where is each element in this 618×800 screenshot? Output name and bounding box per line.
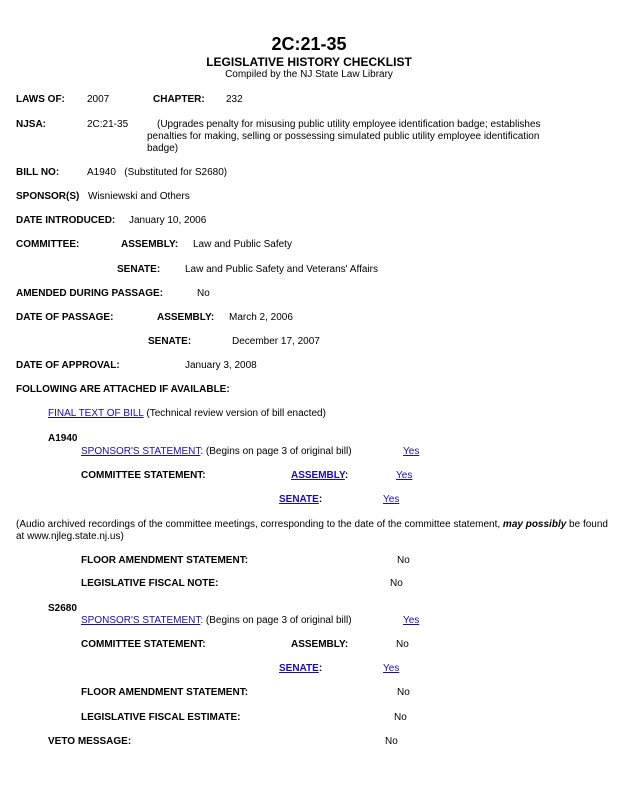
njsa-label: NJSA: [16,119,47,130]
s2680-sponsor-note: : (Begins on page 3 of original bill) [200,615,352,626]
committee-label: COMMITTEE: [16,239,80,250]
s2680-senate-yes-link[interactable]: Yes [383,663,400,674]
a1940-heading: A1940 [48,433,78,444]
s2680-sponsor-row [81,615,352,627]
date-introduced-label: DATE INTRODUCED: [16,215,116,226]
a1940-committee-label: COMMITTEE STATEMENT: [81,470,206,481]
veto-message-label: VETO MESSAGE: [48,736,132,747]
audio-note-line2: at www.njleg.state.nj.us) [16,531,124,542]
s2680-senate-colon: : [318,663,323,674]
committee-assembly-value: Law and Public Safety [193,239,292,250]
a1940-sponsor-note: : (Begins on page 3 of original bill) [200,446,352,457]
chapter-label: CHAPTER: [153,94,205,105]
a1940-senate-yes-link[interactable]: Yes [383,494,400,505]
attached-heading: FOLLOWING ARE ATTACHED IF AVAILABLE: [16,384,230,395]
audio-note-before: (Audio archived recordings of the committee meetings, corresponding to the date of the committee statement, [16,519,503,530]
s2680-floor-amendment-label: FLOOR AMENDMENT STATEMENT: [81,687,249,698]
date-of-passage-label: DATE OF PASSAGE: [16,312,114,323]
sponsors-value: Wisniewski and Others [88,191,190,202]
committee-senate-value: Law and Public Safety and Veterans' Affairs [185,264,378,275]
s2680-sponsor-yes-link[interactable]: Yes [403,615,420,626]
laws-of-label: LAWS OF: [16,94,65,105]
a1940-assembly-colon: : [344,470,349,481]
sponsors-label: SPONSOR(S) [16,191,80,202]
s2680-assembly-value: No [396,639,409,650]
passage-assembly-label: ASSEMBLY: [157,312,215,323]
a1940-assembly-link[interactable]: ASSEMBLY [291,470,345,481]
floor-amendment-value: No [397,555,410,566]
a1940-assembly-row [291,470,348,482]
floor-amendment-label: FLOOR AMENDMENT STATEMENT: [81,555,249,566]
s2680-committee-label: COMMITTEE STATEMENT: [81,639,206,650]
amended-value: No [197,288,210,299]
s2680-fiscal-estimate-label: LEGISLATIVE FISCAL ESTIMATE: [81,712,241,723]
passage-senate-label: SENATE: [148,336,192,347]
date-of-approval-value: January 3, 2008 [185,360,257,371]
committee-senate-label: SENATE: [117,264,161,275]
bill-no-label: BILL NO: [16,167,60,178]
s2680-floor-amendment-value: No [397,687,410,698]
s2680-senate-row [279,663,322,675]
amended-label: AMENDED DURING PASSAGE: [16,288,164,299]
committee-assembly-label: ASSEMBLY: [121,239,179,250]
veto-message-value: No [385,736,398,747]
passage-assembly-value: March 2, 2006 [229,312,293,323]
statute-code: 2C:21-35 [271,34,347,54]
njsa-desc-line2: penalties for making, selling or possessing simulated public utility employee identification [147,131,540,142]
laws-of-value: 2007 [87,94,110,105]
final-text-row [48,408,326,420]
s2680-sponsor-statement-link[interactable]: SPONSOR'S STATEMENT [81,615,201,626]
s2680-senate-link[interactable]: SENATE [279,663,319,674]
final-text-note: (Technical review version of bill enacted) [143,408,326,419]
fiscal-note-label: LEGISLATIVE FISCAL NOTE: [81,578,219,589]
s2680-heading: S2680 [48,603,77,614]
final-text-link[interactable]: FINAL TEXT OF BILL [48,408,144,419]
a1940-sponsor-row [81,446,352,458]
chapter-value: 232 [226,94,243,105]
document-title: LEGISLATIVE HISTORY CHECKLIST [206,55,412,69]
compiled-by: Compiled by the NJ State Law Library [225,69,393,80]
passage-senate-value: December 17, 2007 [232,336,320,347]
a1940-senate-row [279,494,322,506]
njsa-desc-line3: badge) [147,143,179,154]
bill-no-value: A1940 (Substituted for S2680) [87,167,228,178]
date-introduced-value: January 10, 2006 [129,215,207,226]
a1940-assembly-yes-link[interactable]: Yes [396,470,413,481]
njsa-desc-line1: (Upgrades penalty for misusing public utility employee identification badge; establishes [157,119,541,130]
audio-note-line1 [16,519,608,531]
audio-note-after: be found [566,519,608,530]
njsa-value: 2C:21-35 [87,119,129,130]
a1940-sponsor-statement-link[interactable]: SPONSOR'S STATEMENT [81,446,201,457]
a1940-sponsor-yes-link[interactable]: Yes [403,446,420,457]
fiscal-note-value: No [390,578,403,589]
date-of-approval-label: DATE OF APPROVAL: [16,360,120,371]
s2680-assembly-label: ASSEMBLY: [291,639,349,650]
a1940-senate-colon: : [318,494,323,505]
a1940-senate-link[interactable]: SENATE [279,494,319,505]
s2680-fiscal-estimate-value: No [394,712,407,723]
audio-note-emphasis: may possibly [502,519,567,530]
